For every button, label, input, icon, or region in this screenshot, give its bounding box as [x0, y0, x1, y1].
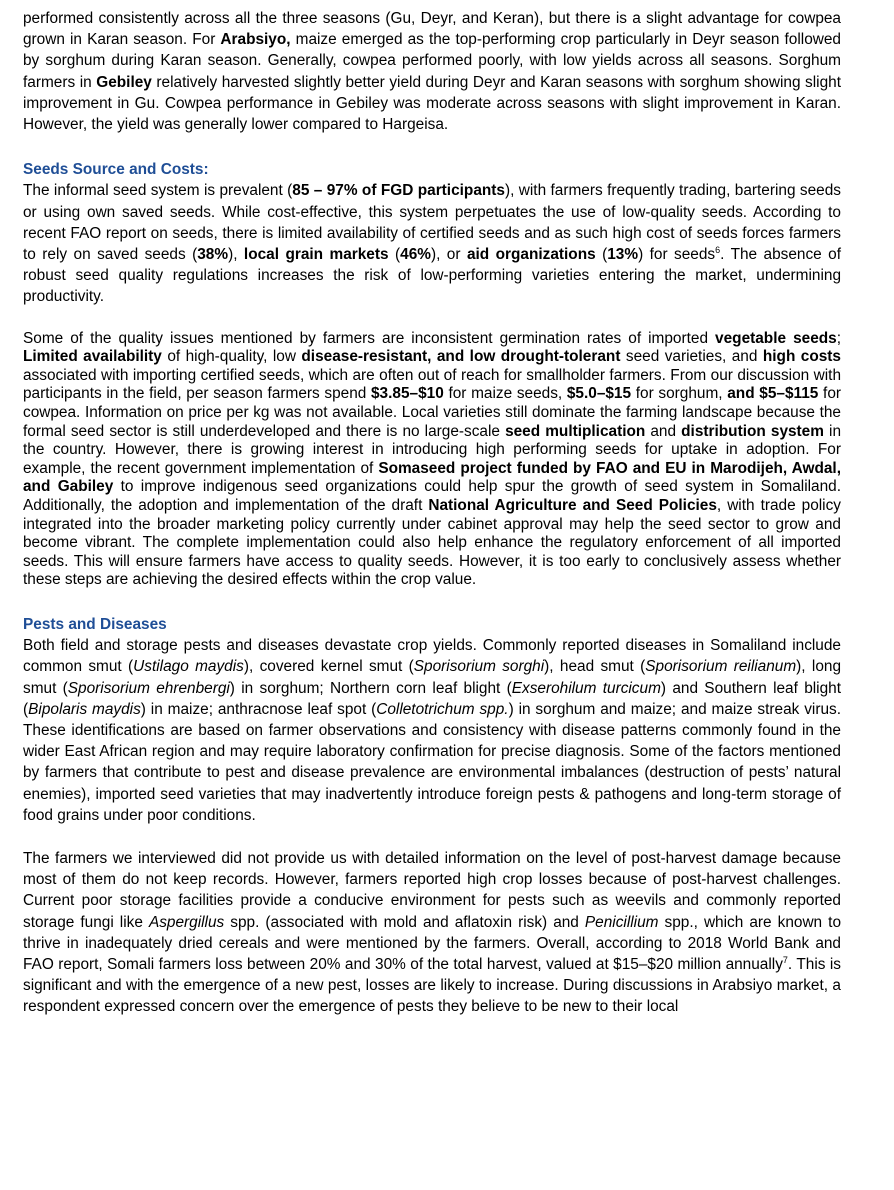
bold-text: 38%: [197, 246, 229, 264]
bold-text: and $5–$115: [727, 385, 819, 403]
body-text: ) for seeds: [638, 246, 716, 264]
body-text: ) in sorghum and maize; and maize streak virus. These identifications are based on farmer observations and consistency with disease patterns commonly found in the wider East African region and may require laboratory confirmation for precise diagnosis. Some of the factors mentioned by farmers that contribute to pest and disease prevalence are environmental imbalances (destruction of pests’ natural enemies), imported seed varieties that may inadvertently introduce foreign pests & pathogens and long-term storage of food grains under poor conditions.: [23, 700, 841, 824]
body-text: associated with importing certified seeds, which are often out of reach for smallholder farmers. From our discussion with participants in the field, per season farmers spend: [23, 366, 841, 403]
seeds-heading: Seeds Source and Costs:: [23, 161, 209, 179]
bold-text: aid organizations: [466, 246, 596, 264]
body-text: . The absence of robust seed quality regulations increases the risk of low-performing varieties entering the market, undermining productivity.: [23, 246, 842, 306]
bold-text: $3.85–$10: [371, 385, 444, 403]
body-text: ),: [228, 246, 244, 264]
body-text: Both field and storage pests and diseases devastate crop yields. Commonly reported diseases in Somaliland include common smut (: [23, 637, 841, 676]
bold-text: high costs: [762, 348, 841, 366]
bold-text: $5.0–$15: [566, 385, 632, 403]
pests-paragraph-2: [23, 848, 841, 1018]
body-text: The informal seed system is prevalent (: [23, 182, 293, 200]
body-text: in the country. However, there is growing interest in introducing high performing seeds for uptake in adoption. For example, the recent government implementation of: [23, 422, 842, 477]
italic-text: Sporisorium ehrenbergi: [67, 679, 230, 697]
bold-text: Gebiley: [96, 73, 152, 91]
italic-text: Aspergillus: [148, 913, 225, 931]
italic-text: Exserohilum turcicum: [511, 679, 661, 697]
body-text: , with trade policy integrated into the broader marketing policy currently under cabinet approval may help the seed sector to grow and become vibrant. The complete implementation could also help enhance the regulatory enforcement of all imported seeds. This will ensure farmers have access to quality seeds. However, it is too early to conclusively assess whether these steps are achieving the desired effects within the crop value.: [23, 496, 841, 589]
bold-text: vegetable seeds: [715, 329, 837, 347]
body-text: ) in sorghum; Northern corn leaf blight (: [229, 679, 512, 697]
body-text: seed varieties, and: [620, 348, 763, 366]
footnote-marker: 6: [715, 244, 721, 255]
italic-text: Ustilago maydis: [133, 658, 244, 676]
body-text: relatively harvested slightly better yield during Deyr and Karan seasons with sorghum showing slight improvement in Gu. Cowpea performance in Gebiley was moderate across seasons with slight improvement in Karan. However, the yield was generally lower compared to Hargeisa.: [23, 73, 841, 134]
bold-text: distribution system: [681, 422, 824, 440]
body-text: (: [388, 246, 401, 264]
bold-text: 46%: [400, 246, 431, 264]
body-text: . This is significant and with the emergence of a new pest, losses are likely to increase. During discussions in Arabsiyo market, a respondent expressed concern over the emergence of pests they believe to be new to their local: [23, 956, 841, 1016]
body-text: ), head smut (: [544, 658, 646, 676]
italic-text: Bipolaris maydis: [28, 700, 141, 718]
document-page: [23, 8, 841, 1018]
seeds-paragraph-1: [23, 180, 841, 307]
body-text: ), covered kernel smut (: [243, 658, 414, 676]
body-text: ), long smut (: [23, 658, 842, 697]
bold-text: disease-resistant, and low drought-tolerant: [301, 348, 621, 366]
italic-text: Colletotrichum spp.: [376, 700, 509, 718]
body-text: ;: [836, 329, 841, 347]
body-text: ) in maize; anthracnose leaf spot (: [140, 700, 377, 718]
body-text: and: [645, 422, 682, 440]
pests-paragraph-1: [23, 635, 841, 826]
body-text: performed consistently across all the three seasons (Gu, Deyr, and Keran), but there is a slight advantage for cowpea grown in Karan season. For: [23, 10, 841, 49]
bold-text: Arabsiyo,: [220, 31, 291, 49]
bold-text: 13%: [607, 246, 639, 264]
body-text: ) and Southern leaf blight (: [23, 679, 841, 718]
bold-text: 85 – 97% of FGD participants: [292, 182, 505, 200]
pests-heading: Pests and Diseases: [23, 615, 167, 633]
body-text: spp. (associated with mold and aflatoxin risk) and: [224, 913, 585, 931]
italic-text: Sporisorium sorghi: [413, 658, 545, 676]
body-text: The farmers we interviewed did not provide us with detailed information on the level of post-harvest damage because most of them do not keep records. However, farmers reported high crop losses because of post-harvest challenges. Current poor storage facilities provide a conducive environment for pests such as weevils and commonly reported storage fungi like: [23, 849, 841, 931]
italic-text: Penicillium: [584, 913, 659, 931]
body-text: spp., which are known to thrive in inadequately dried cereals and were mentioned by the farmers. Overall, according to 2018 World Bank and FAO report, Somali farmers loss between 20% and 30% of the total harvest, valued at $15–$20 million annually: [23, 913, 841, 973]
body-text: (: [595, 246, 608, 264]
yield-paragraph: [23, 8, 841, 135]
bold-text: Limited availability: [23, 348, 162, 366]
body-text: of high-quality, low: [161, 348, 302, 366]
body-text: ), with farmers frequently trading, bartering seeds or using own saved seeds. While cost-effective, this system perpetuates the use of low-quality seeds. According to recent FAO report on seeds, there is limited availability of certified seeds and as such high cost of seeds forces farmers to rely on saved seeds (: [23, 182, 841, 264]
body-text: to improve indigenous seed organizations could help spur the growth of seed system in Somaliland. Additionally, the adoption and implementation of the draft: [23, 478, 841, 514]
body-text: for maize seeds,: [443, 385, 567, 403]
bold-text: seed multiplication: [505, 422, 646, 440]
body-text: Some of the quality issues mentioned by farmers are inconsistent germination rates of imported: [23, 329, 716, 347]
seeds-paragraph-2: [23, 330, 841, 590]
body-text: for sorghum,: [631, 385, 728, 403]
bold-text: local grain markets: [243, 246, 389, 264]
body-text: for cowpea. Information on price per kg was not available. Local varieties still dominate the farming landscape because the formal seed sector is still underdeveloped and there is no large-scale: [23, 385, 842, 440]
body-text: maize emerged as the top-performing crop particularly in Deyr season followed by sorghum during Karan season. Generally, cowpea performed poorly, with low yields across all seasons. Sorghum farmers in: [23, 31, 841, 91]
footnote-marker: 7: [782, 954, 788, 965]
bold-text: Somaseed project funded by FAO and EU in Marodijeh, Awdal, and Gabiley: [23, 459, 841, 496]
body-text: ), or: [430, 246, 467, 264]
bold-text: National Agriculture and Seed Policies: [428, 496, 717, 514]
italic-text: Sporisorium reilianum: [645, 658, 797, 676]
